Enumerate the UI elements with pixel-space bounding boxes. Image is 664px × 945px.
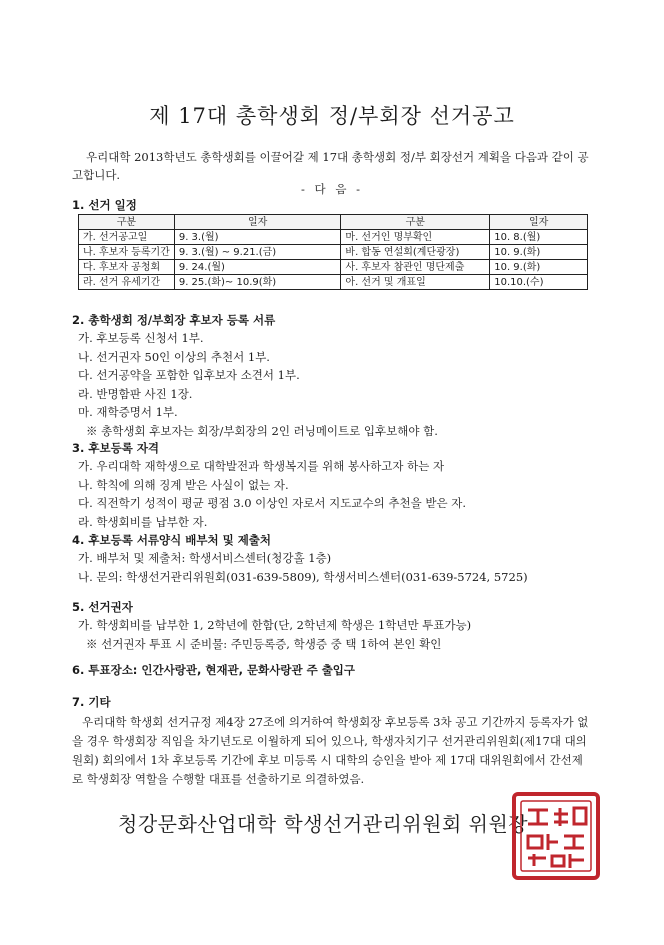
list-item: 라. 반명함판 사진 1장. [78, 386, 193, 401]
table-cell: 10. 9.(화) [490, 260, 588, 275]
table-header-cell: 일자 [174, 215, 341, 230]
note-item: ※ 선거권자 투표 시 준비물: 주민등록증, 학생증 중 택 1하여 본인 확인 [86, 636, 442, 651]
table-cell: 9. 25.(화)~ 10.9(화) [174, 275, 341, 290]
list-item: 라. 학생회비를 납부한 자. [78, 514, 208, 529]
etc-paragraph: 우리대학 학생회 선거규정 제4장 27조에 의거하여 학생회장 후보등록 3차 공고 기간까지 등록자가 없을 경우 학생회장 직임을 차기년도로 이월하게 되어 있으나, 학생자치기구 선거관리위원회(제17대 대의원회) 회의에서 1차 후보등록 기간에 후보 미등록 시 대학의 승인을 받아 제 17대 대위원회에서 간선제로 학생회장 역할을 수행할 대표를 선출하기로 의결하였음. [72, 715, 589, 786]
list-item: 마. 재학증명서 1부. [78, 405, 178, 419]
table-header-row [79, 215, 588, 230]
table-cell: 9. 24.(월) [174, 260, 341, 275]
document-title: 제 17대 총학생회 정/부회장 선거공고 [149, 104, 515, 128]
table-cell: 가. 선거공고일 [79, 230, 175, 245]
section-5-title: 5. 선거권자 [72, 600, 133, 614]
table-header-cell: 구분 [341, 215, 490, 230]
table-cell: 10. 8.(월) [490, 230, 588, 245]
list-item: 나. 학칙에 의해 징계 받은 사실이 없는 자. [78, 477, 289, 492]
list-item: 다. 선거공약을 포함한 입후보자 소견서 1부. [78, 368, 300, 382]
list-item: 다. 직전학기 성적이 평균 평점 3.0 이상인 자로서 지도교수의 추천을 받은 자. [78, 496, 466, 510]
table-cell: 다. 후보자 공청회 [79, 260, 175, 275]
table-cell: 9. 3.(월) [174, 230, 341, 245]
table-cell: 10.10.(수) [490, 275, 588, 290]
section-2-list [78, 329, 438, 440]
table-header-cell: 구분 [79, 215, 175, 230]
section-2-title: 2. 총학생회 정/부회장 후보자 등록 서류 [72, 313, 276, 327]
note-item: ※ 총학생회 후보자는 회장/부회장의 2인 러닝메이트로 입후보해야 함. [86, 423, 438, 438]
table-row [79, 230, 588, 245]
table-cell: 라. 선거 유세기간 [79, 275, 175, 290]
section-4-title: 4. 후보등록 서류양식 배부처 및 제출처 [72, 533, 272, 547]
table-cell: 10. 9.(화) [490, 245, 588, 260]
section-3-title: 3. 후보등록 자격 [72, 441, 160, 455]
list-item: 가. 우리대학 재학생으로 대학발전과 학생복지를 위해 봉사하고자 하는 자 [78, 459, 445, 473]
section-7-title: 7. 기타 [72, 695, 111, 709]
table-row [79, 245, 588, 260]
section-1-title: 1. 선거 일정 [72, 198, 137, 212]
table-cell: 사. 후보자 참관인 명단제출 [341, 260, 490, 275]
intro-paragraph: 우리대학 2013학년도 총학생회를 이끌어갈 제 17대 총학생회 정/부 회장선거 계획을 다음과 같이 공고합니다. [72, 150, 589, 182]
dagum-divider: - 다 음 - [301, 182, 363, 196]
table-cell: 마. 선거인 명부확인 [341, 230, 490, 245]
schedule-table [78, 214, 588, 290]
list-item: 나. 선거권자 50인 이상의 추천서 1부. [78, 349, 270, 364]
signature-line: 청강문화산업대학 학생선거관리위원회 위원장 [118, 812, 529, 836]
list-item: 가. 학생회비를 납부한 1, 2학년에 한함(단, 2학년제 학생은 1학년만 투표가능) [78, 618, 472, 632]
table-row [79, 275, 588, 290]
list-item: 가. 후보등록 신청서 1부. [78, 331, 204, 345]
section-3-list [78, 457, 466, 531]
table-cell: 바. 합동 연설회(계단광장) [341, 245, 490, 260]
table-cell: 나. 후보자 등록기간 [79, 245, 175, 260]
section-4-list [78, 549, 528, 586]
table-cell: 아. 선거 및 개표일 [341, 275, 490, 290]
table-row [79, 260, 588, 275]
section-6-title: 6. 투표장소: 인간사랑관, 현재관, 문화사랑관 주 출입구 [72, 663, 356, 677]
official-seal-icon [510, 790, 602, 882]
table-header-cell: 일자 [490, 215, 588, 230]
list-item: 가. 배부처 및 제출처: 학생서비스센터(청강홀 1층) [78, 551, 332, 565]
section-5-list [78, 616, 471, 653]
table-cell: 9. 3.(월) ~ 9.21.(금) [174, 245, 341, 260]
list-item: 나. 문의: 학생선거관리위원회(031-639-5809), 학생서비스센터(031-639-5724, 5725) [78, 569, 528, 584]
